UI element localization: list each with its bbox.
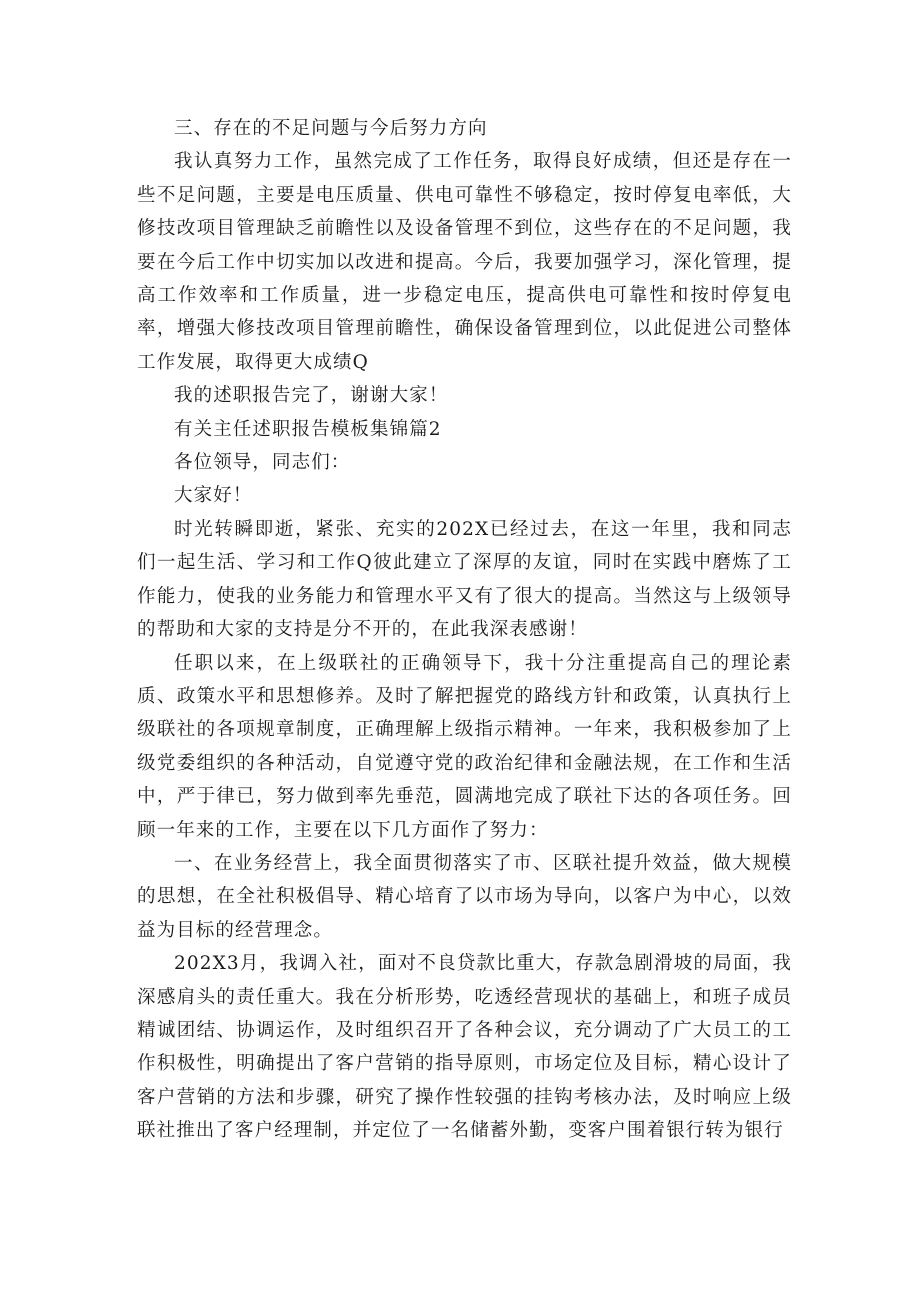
article-title: 有关主任述职报告模板集锦篇2: [174, 418, 442, 440]
section-heading: 三、存在的不足问题与今后努力方向: [174, 118, 488, 139]
greeting: 大家好！: [174, 485, 253, 507]
section-paragraph: 一、在业务经营上，我全面贯彻落实了市、区联社提升效益，做大规模的思想，在全社积极倡导、精心培育了以市场为导向，以客户为中心，以效益为目标的经营理念。: [137, 852, 792, 941]
paragraph: 时光转瞬即逝，紧张、充实的202X已经过去，在这一年里，我和同志们一起生活、学习和工作Q彼此建立了深厚的友谊，同时在实践中磨炼了工作能力，使我的业务能力和管理水平又有了很大的提高。当然这与上级领导的帮助和大家的支持是分不开的，在此我深表感谢！: [137, 518, 792, 641]
salutation: 各位领导，同志们：: [174, 452, 351, 474]
paragraph: 我认真努力工作，虽然完成了工作任务，取得良好成绩，但还是存在一些不足问题，主要是电压质量、供电可靠性不够稳定，按时停复电率低，大修技改项目管理缺乏前瞻性以及设备管理不到位，这些存在的不足问题，我要在今后工作中切实加以改进和提高。今后，我要加强学习，深化管理，提高工作效率和工作质量，进一步稳定电压，提高供电可靠性和按时停复电率，增强大修技改项目管理前瞻性，确保设备管理到位，以此促进公司整体工作发展，取得更大成绩Q: [137, 151, 792, 373]
paragraph: 任职以来，在上级联社的正确领导下，我十分注重提高自己的理论素质、政策水平和思想修养。及时了解把握党的路线方针和政策，认真执行上级联社的各项规章制度，正确理解上级指示精神。一年来，我积极参加了上级党委组织的各种活动，自觉遵守党的政治纪律和金融法规，在工作和生活中，严于律已，努力做到率先垂范，圆满地完成了联社下达的各项任务。回顾一年来的工作，主要在以下几方面作了努力：: [137, 652, 792, 841]
closing-line: 我的述职报告完了，谢谢大家！: [174, 385, 449, 407]
document-body: [137, 112, 792, 1148]
paragraph: 202X3月，我调入社，面对不良贷款比重大，存款急剧滑坡的局面，我深感肩头的责任重大。我在分析形势，吃透经营现状的基础上，和班子成员精诚团结、协调运作，及时组织召开了各种会议，充分调动了广大员工的工作积极性，明确提出了客户营销的指导原则，市场定位及目标，精心设计了客户营销的方法和步骤，研究了操作性较强的挂钩考核办法，及时响应上级联社推出了客户经理制，并定位了一名储蓄外勤，变客户围着银行转为银行: [137, 953, 792, 1142]
